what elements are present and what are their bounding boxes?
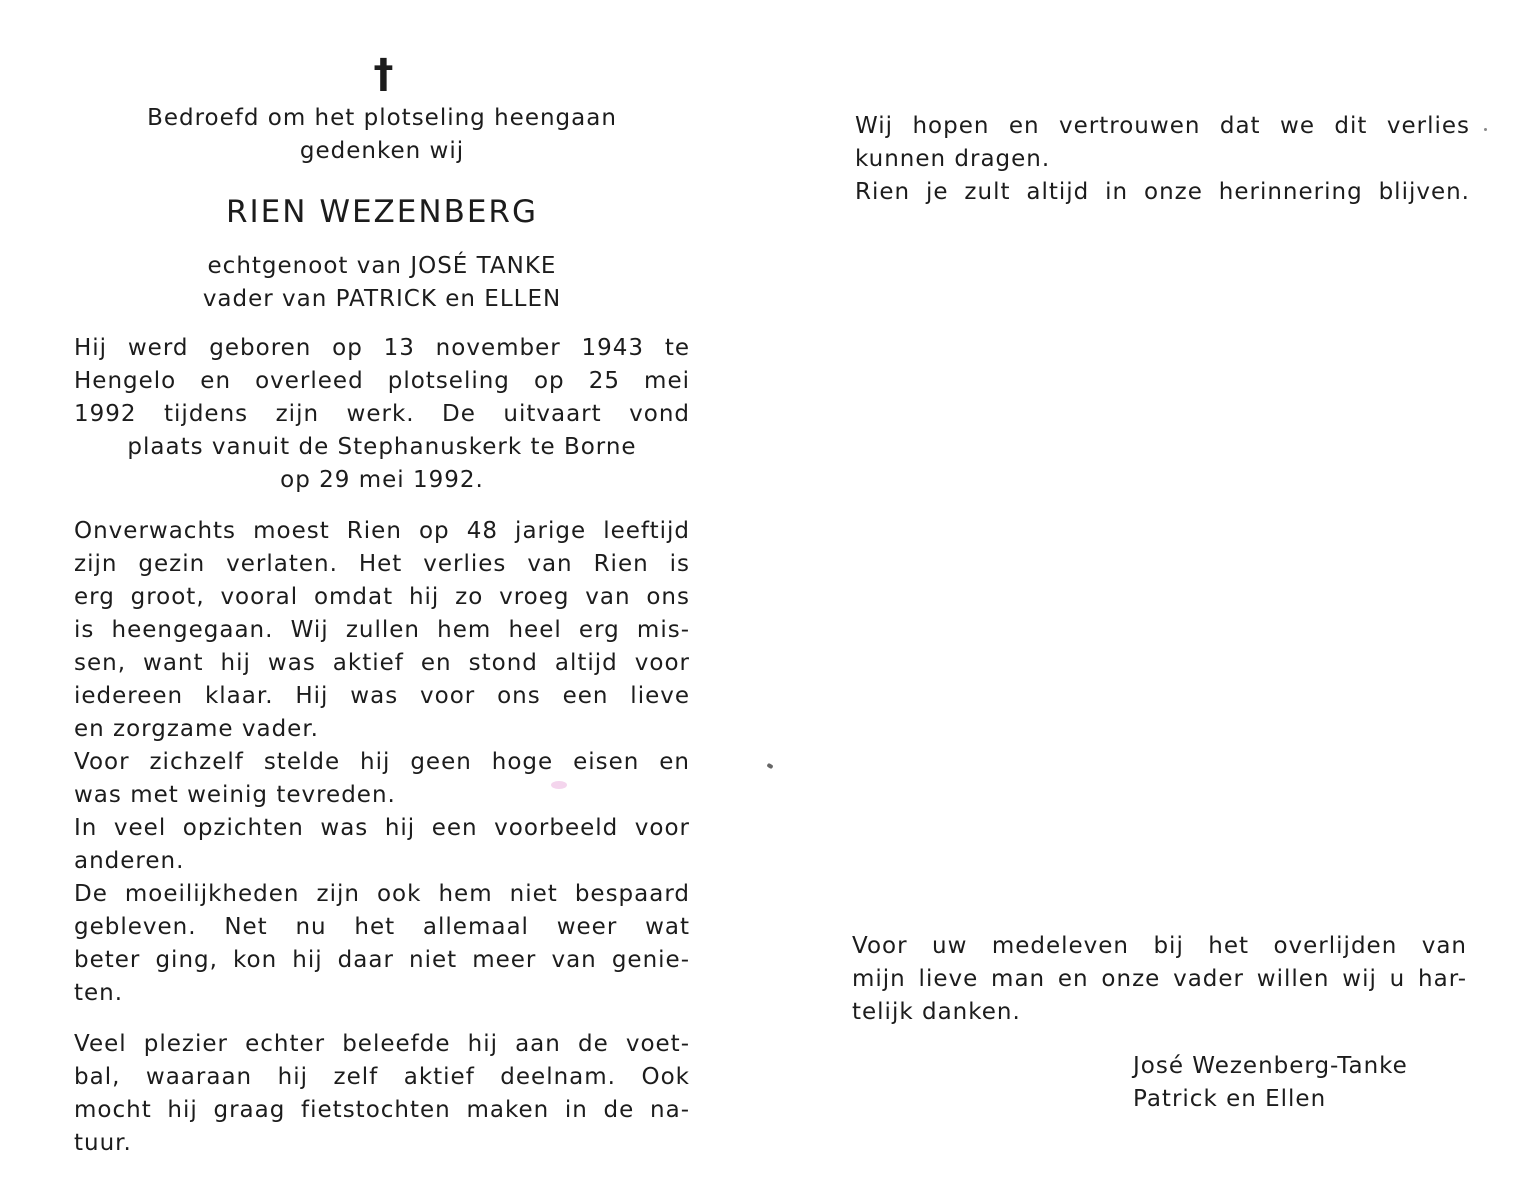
- tribute-line: beter ging, kon hij daar niet meer van genie-: [74, 947, 690, 973]
- tribute-line: zijn gezin verlaten. Het verlies van Rien is: [74, 551, 690, 577]
- hope-paragraph: [855, 110, 1470, 209]
- birth-line: Hij werd geboren op 13 november 1943 te: [74, 335, 690, 361]
- intro-text: [74, 102, 690, 168]
- tribute-line: was met weinig tevreden.: [74, 782, 396, 808]
- thanks-line: mijn lieve man en onze vader willen wij u har-: [852, 966, 1467, 992]
- tribute-line: Voor zichzelf stelde hij geen hoge eisen en: [74, 749, 690, 775]
- tribute-line: Onverwachts moest Rien op 48 jarige leeftijd: [74, 518, 690, 544]
- relation-line: vader van PATRICK en ELLEN: [202, 286, 562, 312]
- ink-smudge: [551, 781, 567, 789]
- signature-line: José Wezenberg-Tanke: [1133, 1053, 1408, 1079]
- tribute-line: erg groot, vooral omdat hij zo vroeg van ons: [74, 584, 690, 610]
- thanks-line: telijk danken.: [852, 999, 1021, 1025]
- birth-line: 1992 tijdens zijn werk. De uitvaart vond: [74, 401, 690, 427]
- hobby-paragraph: [74, 1028, 690, 1160]
- hope-line: Wij hopen en vertrouwen dat we dit verlies: [855, 113, 1470, 139]
- tribute-line: iedereen klaar. Hij was voor ons een lieve: [74, 683, 690, 709]
- signature-block: [1133, 1050, 1463, 1116]
- tribute-line: anderen.: [74, 848, 185, 874]
- hobby-line: bal, waaraan hij zelf aktief deelnam. Ook: [74, 1064, 690, 1090]
- tribute-line: is heengegaan. Wij zullen hem heel erg mis-: [74, 617, 690, 643]
- tribute-line: De moeilijkheden zijn ook hem niet bespaard: [74, 881, 690, 907]
- birth-line: Hengelo en overleed plotseling op 25 mei: [74, 368, 690, 394]
- tribute-line: In veel opzichten was hij een voorbeeld voor: [74, 815, 690, 841]
- hobby-line: tuur.: [74, 1130, 132, 1156]
- tribute-line: en zorgzame vader.: [74, 716, 319, 742]
- signature-line: Patrick en Ellen: [1133, 1086, 1327, 1112]
- cross-icon: †: [373, 51, 395, 97]
- paper-speck: [1484, 128, 1487, 131]
- deceased-name: RIEN WEZENBERG: [226, 194, 538, 230]
- tribute-line: gebleven. Net nu het allemaal weer wat: [74, 914, 690, 940]
- tribute-line: sen, want hij was aktief en stond altijd voor: [74, 650, 690, 676]
- relation-text: [74, 250, 690, 316]
- birth-line: op 29 mei 1992.: [280, 467, 484, 493]
- relation-line: echtgenoot van JOSÉ TANKE: [207, 253, 557, 279]
- tribute-paragraph: [74, 515, 690, 1010]
- left-page: [74, 52, 690, 1160]
- birth-paragraph: [74, 332, 690, 497]
- right-page: [855, 110, 1470, 209]
- thanks-paragraph: [852, 930, 1467, 1029]
- intro-line: gedenken wij: [299, 138, 465, 164]
- hobby-line: mocht hij graag fietstochten maken in de na-: [74, 1097, 690, 1123]
- intro-line: Bedroefd om het plotseling heengaan: [147, 105, 617, 131]
- hobby-line: Veel plezier echter beleefde hij aan de voet-: [74, 1031, 690, 1057]
- birth-line: plaats vanuit de Stephanuskerk te Borne: [127, 434, 637, 460]
- paper-speck: [766, 763, 773, 769]
- tribute-line: ten.: [74, 980, 124, 1006]
- hope-line: kunnen dragen.: [855, 146, 1051, 172]
- thanks-line: Voor uw medeleven bij het overlijden van: [852, 933, 1467, 959]
- hope-line: Rien je zult altijd in onze herinnering blijven.: [855, 179, 1470, 205]
